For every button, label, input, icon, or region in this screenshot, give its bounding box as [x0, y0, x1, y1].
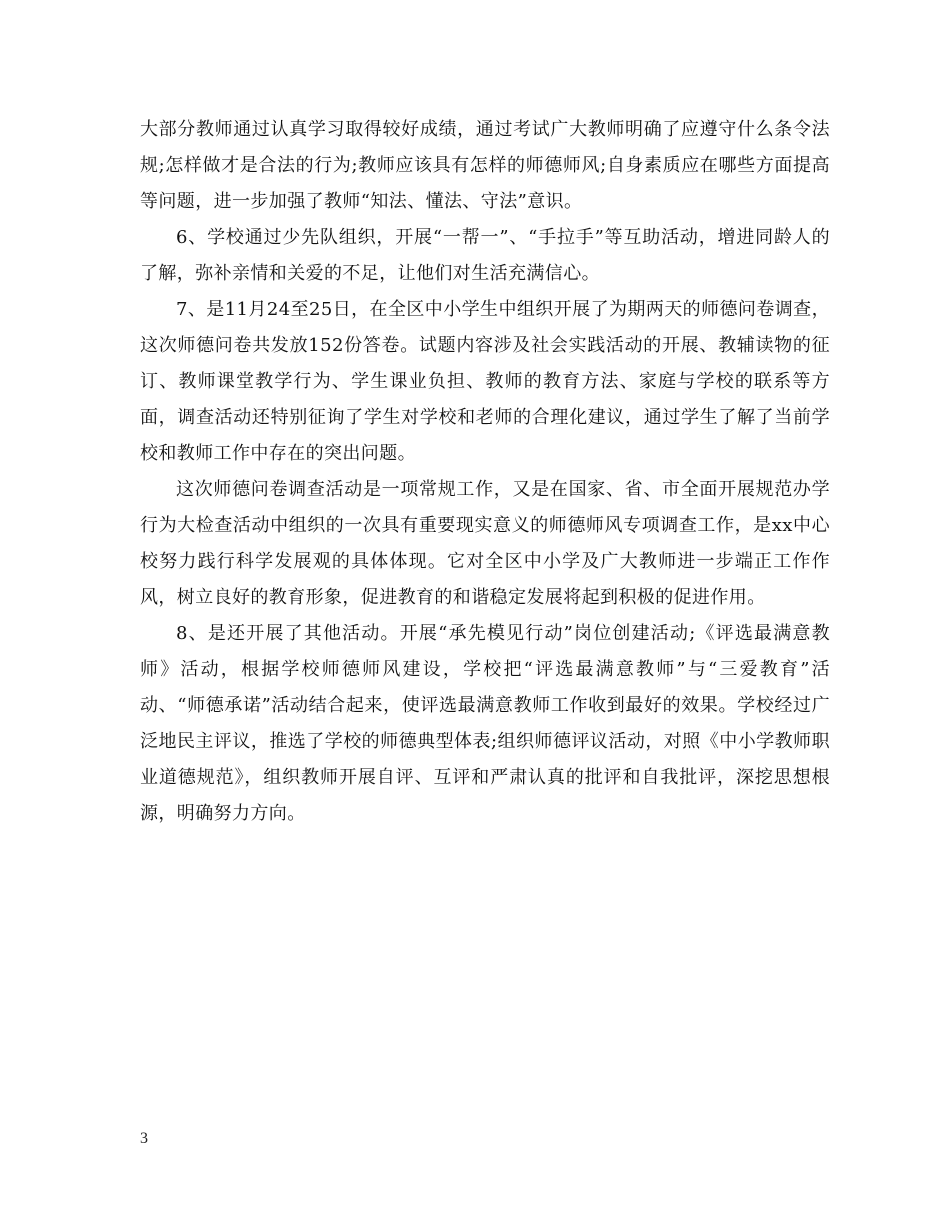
paragraph-item-6: 6、学校通过少先队组织，开展“一帮一”、“手拉手”等互助活动，增进同龄人的了解，弥补亲情和关爱的不足，让他们对生活充满信心。 [140, 227, 830, 284]
document-body [140, 112, 830, 832]
page-number: 3 [140, 1130, 148, 1147]
paragraph-continuation: 大部分教师通过认真学习取得较好成绩，通过考试广大教师明确了应遵守什么条令法规;怎样做才是合法的行为;教师应该具有怎样的师德师风;自身素质应在哪些方面提高等问题，进一步加强了教师“知法、懂法、守法”意识。 [140, 119, 830, 212]
paragraph-survey-summary: 这次师德问卷调查活动是一项常规工作，又是在国家、省、市全面开展规范办学行为大检查活动中组织的一次具有重要现实意义的师德师风专项调查工作，是xx中心校努力践行科学发展观的具体体现。它对全区中小学及广大教师进一步端正工作作风，树立良好的教育形象，促进教育的和谐稳定发展将起到积极的促进作用。 [140, 479, 830, 608]
paragraph-item-7: 7、是11月24至25日，在全区中小学生中组织开展了为期两天的师德问卷调查，这次师德问卷共发放152份答卷。试题内容涉及社会实践活动的开展、教辅读物的征订、教师课堂教学行为、学生课业负担、教师的教育方法、家庭与学校的联系等方面，调查活动还特别征询了学生对学校和老师的合理化建议，通过学生了解了当前学校和教师工作中存在的突出问题。 [140, 299, 830, 464]
paragraph-item-8: 8、是还开展了其他活动。开展“承先模见行动”岗位创建活动;《评选最满意教师》活动，根据学校师德师风建设，学校把“评选最满意教师”与“三爱教育”活动、“师德承诺”活动结合起来，使评选最满意教师工作收到最好的效果。学校经过广泛地民主评议，推选了学校的师德典型体表;组织师德评议活动，对照《中小学教师职业道德规范》，组织教师开展自评、互评和严肃认真的批评和自我批评，深挖思想根源，明确努力方向。 [140, 623, 830, 824]
